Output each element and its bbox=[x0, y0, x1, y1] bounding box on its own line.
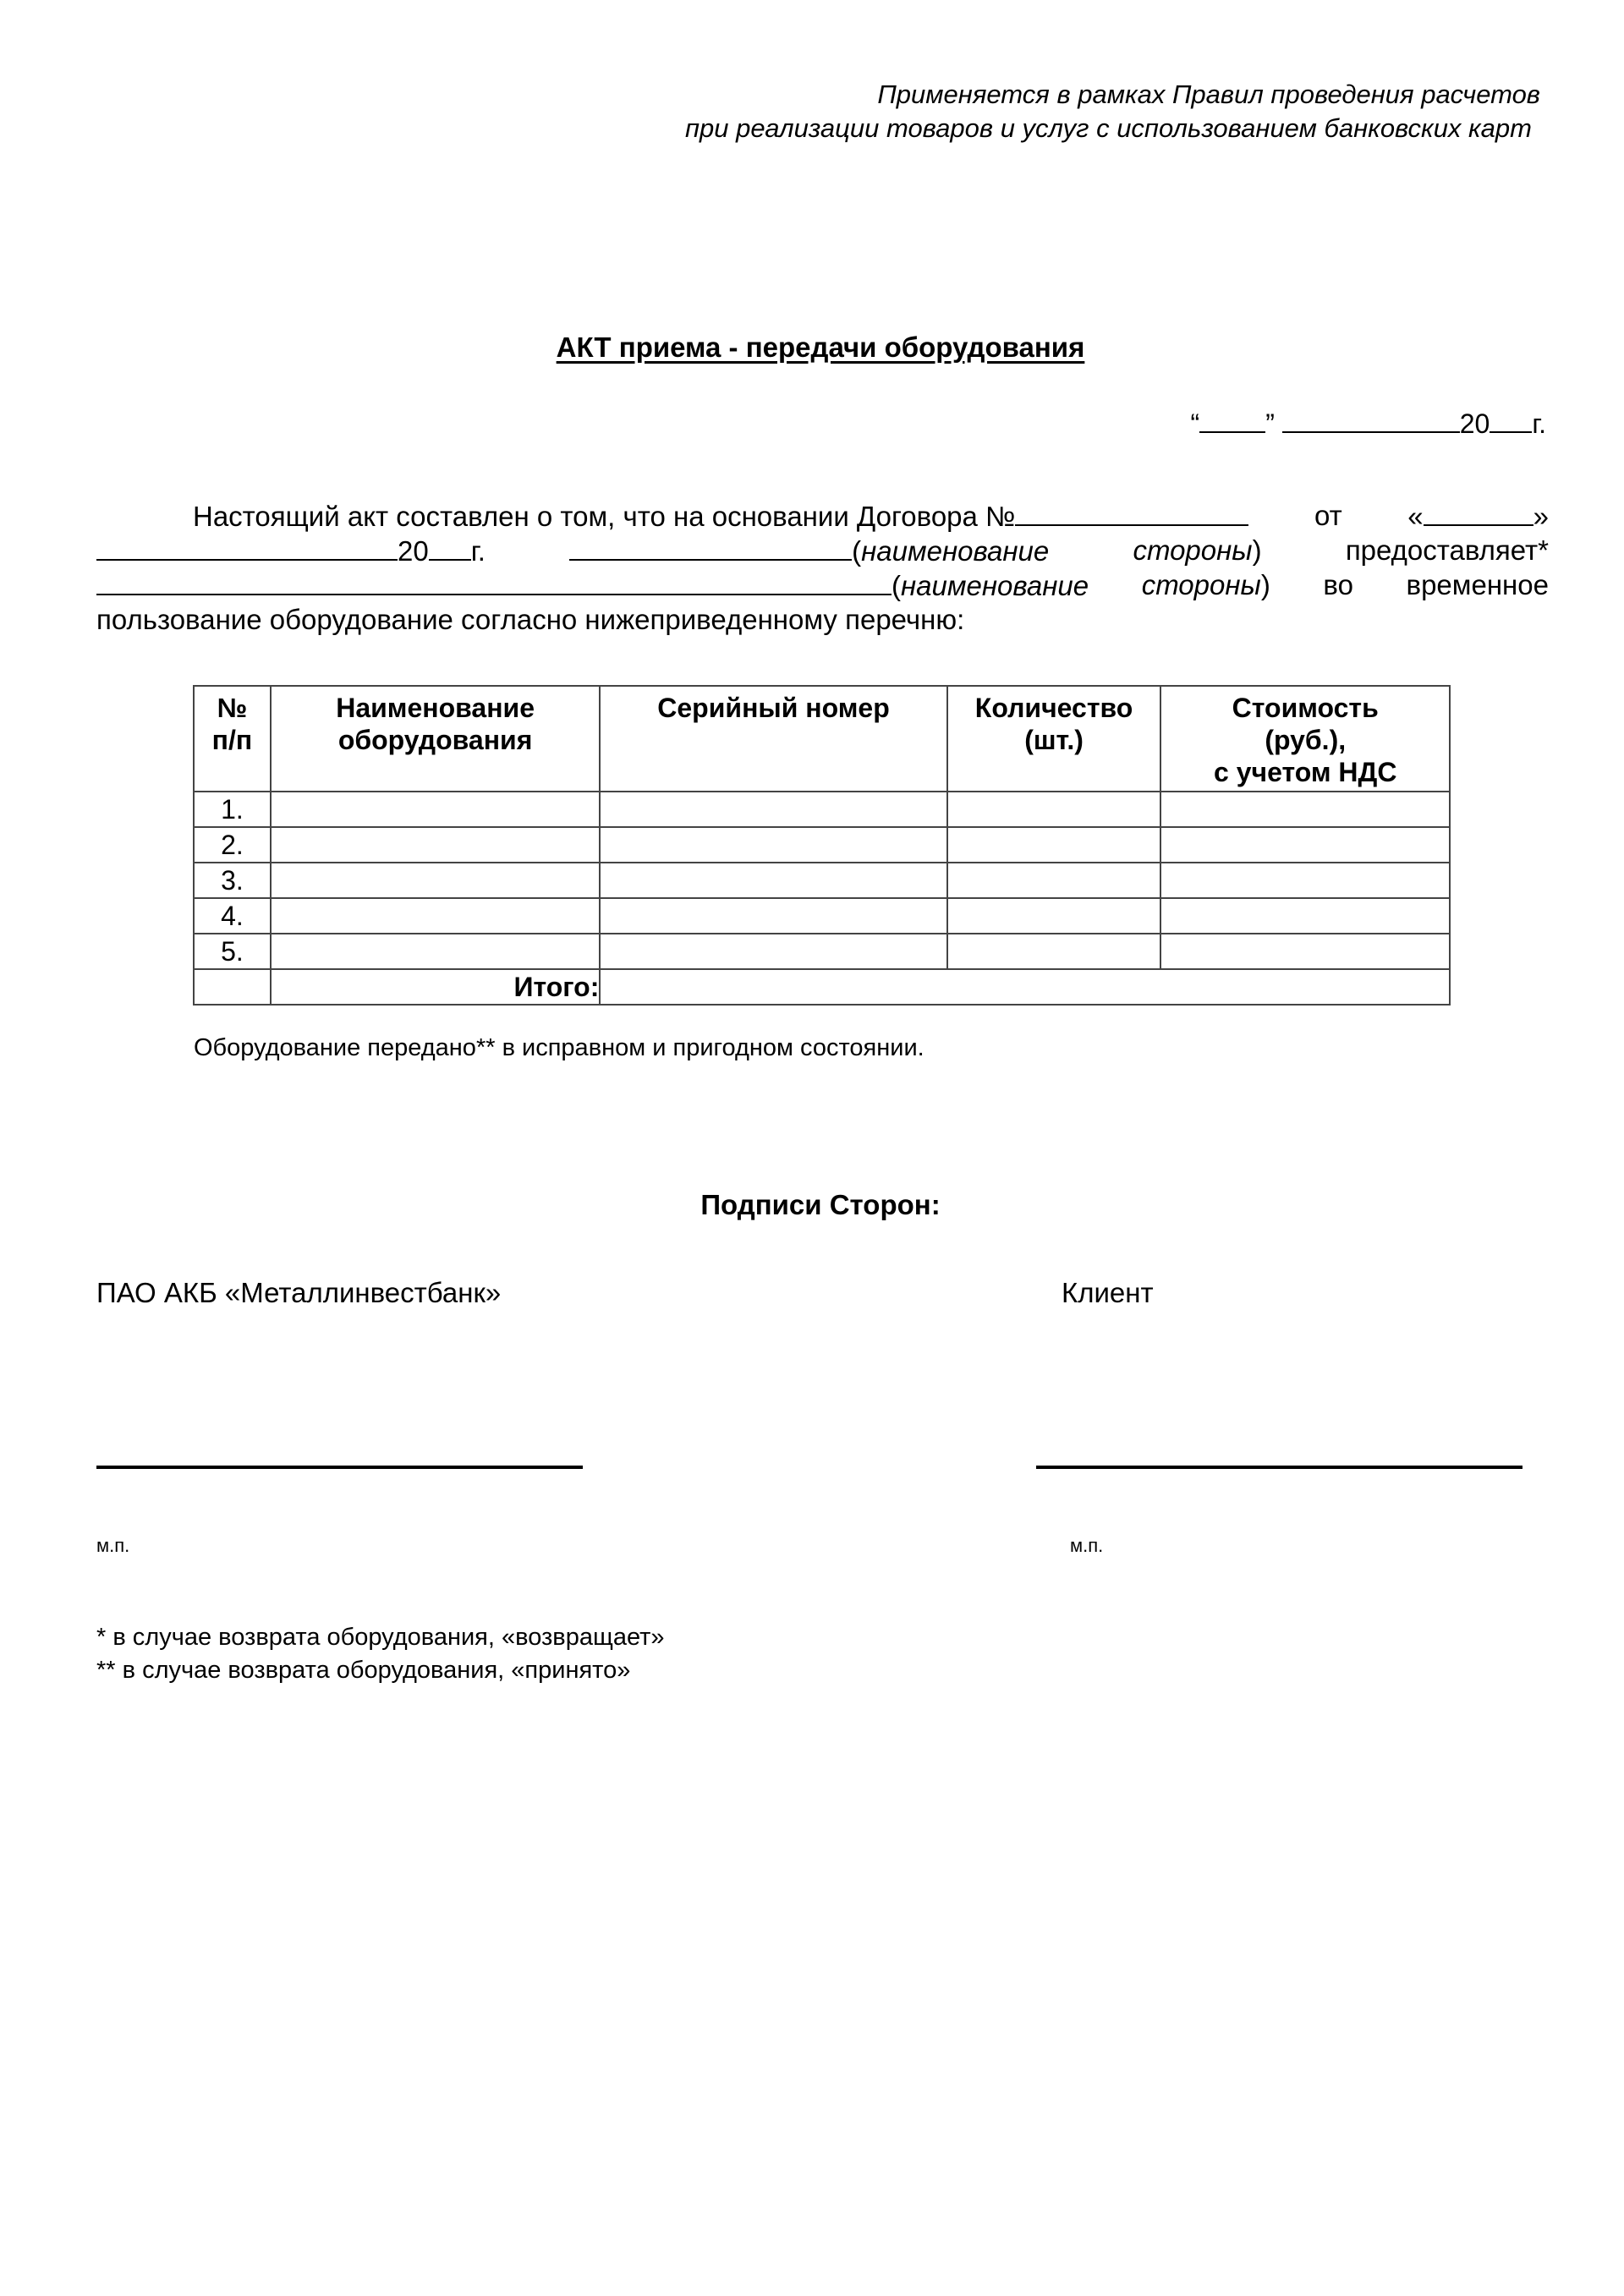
cost-cell[interactable] bbox=[1160, 863, 1450, 898]
total-value-cell[interactable] bbox=[600, 969, 1450, 1005]
condition-note: Оборудование передано** в исправном и пригодном состоянии. bbox=[194, 1034, 924, 1061]
row-number-cell: 5. bbox=[194, 934, 271, 969]
provides-word: предоставляет* bbox=[1345, 534, 1549, 566]
client-stamp-place: м.п. bbox=[1070, 1535, 1104, 1556]
row-number-cell: 4. bbox=[194, 898, 271, 934]
header-serial-number bbox=[600, 686, 946, 792]
header-note bbox=[685, 78, 1540, 145]
party-hint: стороны bbox=[1133, 534, 1253, 566]
equipment-table bbox=[193, 685, 1451, 1006]
header-note-line-2: при реализации товаров и услуг с использованием банковских карт bbox=[684, 113, 1532, 143]
row-number-cell: 1. bbox=[194, 792, 271, 827]
bank-stamp-place: м.п. bbox=[96, 1535, 130, 1556]
contract-day-field[interactable] bbox=[1424, 499, 1533, 526]
serial-number-cell[interactable] bbox=[600, 827, 946, 863]
from-label: от bbox=[1314, 500, 1342, 531]
serial-number-cell[interactable] bbox=[600, 898, 946, 934]
document-date bbox=[1191, 406, 1546, 440]
day-field[interactable] bbox=[1199, 406, 1265, 433]
equipment-name-cell[interactable] bbox=[271, 827, 601, 863]
header-cost bbox=[1160, 686, 1450, 792]
table-row bbox=[194, 792, 1450, 827]
header-text: Количество (шт.) bbox=[974, 693, 1133, 755]
cost-cell[interactable] bbox=[1160, 827, 1450, 863]
cost-cell[interactable] bbox=[1160, 934, 1450, 969]
total-row bbox=[194, 969, 1450, 1005]
paragraph-line-2: 20 г. (наименование стороны) предоставляет* bbox=[96, 534, 1549, 568]
party-hint: стороны bbox=[1141, 569, 1261, 600]
header-equipment-name bbox=[271, 686, 601, 792]
temp-word-1: во bbox=[1323, 569, 1353, 600]
bank-party-name: ПАО АКБ «Металлинвестбанк» bbox=[96, 1277, 502, 1308]
close-guillemet: » bbox=[1533, 501, 1549, 532]
year-prefix: 20 bbox=[1459, 408, 1490, 439]
cost-cell[interactable] bbox=[1160, 792, 1450, 827]
temp-word-2: временное bbox=[1406, 569, 1549, 600]
equipment-name-cell[interactable] bbox=[271, 934, 601, 969]
contract-intro-text: Настоящий акт составлен о том, что на основании Договора № bbox=[193, 501, 1016, 532]
year-suffix: г. bbox=[1532, 408, 1546, 439]
row-number-cell: 3. bbox=[194, 863, 271, 898]
header-note-line-1: Применяется в рамках Правил проведения расчетов bbox=[877, 79, 1540, 109]
table-row bbox=[194, 934, 1450, 969]
header-text: Наименование оборудования bbox=[336, 693, 535, 755]
equipment-name-cell[interactable] bbox=[271, 863, 601, 898]
receiver-party-field[interactable] bbox=[96, 568, 892, 595]
party-hint: наименование bbox=[861, 535, 1050, 567]
open-guillemet: « bbox=[1407, 501, 1424, 532]
provider-party-field[interactable] bbox=[569, 534, 852, 561]
contract-month-field[interactable] bbox=[96, 534, 398, 561]
client-signature-line[interactable] bbox=[1036, 1466, 1522, 1469]
contract-year-field[interactable] bbox=[429, 534, 471, 561]
total-label: Итого: bbox=[271, 969, 601, 1005]
client-party-name: Клиент bbox=[1062, 1277, 1154, 1308]
paragraph-line-4: пользование оборудование согласно нижеприведенному перечню: bbox=[96, 604, 965, 635]
table-row bbox=[194, 863, 1450, 898]
table-header-row bbox=[194, 686, 1450, 792]
serial-number-cell[interactable] bbox=[600, 863, 946, 898]
paragraph-line-1 bbox=[96, 499, 1549, 534]
date-open-quote: “ bbox=[1190, 408, 1200, 439]
paragraph-line-3: (наименование стороны) во временное bbox=[96, 568, 1549, 603]
quantity-cell[interactable] bbox=[947, 827, 1161, 863]
table-row bbox=[194, 898, 1450, 934]
contract-number-field[interactable] bbox=[1015, 499, 1248, 526]
header-number bbox=[194, 686, 271, 792]
month-field[interactable] bbox=[1282, 406, 1460, 433]
header-text: Серийный номер bbox=[657, 693, 890, 723]
contract-year-prefix: 20 bbox=[398, 535, 429, 567]
cost-cell[interactable] bbox=[1160, 898, 1450, 934]
bank-signature-line[interactable] bbox=[96, 1466, 583, 1469]
signatures-title: Подписи Сторон: bbox=[700, 1189, 941, 1220]
header-quantity bbox=[947, 686, 1161, 792]
intro-paragraph bbox=[96, 499, 1549, 637]
document-title: АКТ приема - передачи оборудования bbox=[556, 332, 1085, 363]
total-empty-cell bbox=[194, 969, 271, 1005]
serial-number-cell[interactable] bbox=[600, 934, 946, 969]
table-row bbox=[194, 827, 1450, 863]
quantity-cell[interactable] bbox=[947, 898, 1161, 934]
serial-number-cell[interactable] bbox=[600, 792, 946, 827]
header-text: Стоимость (руб.), с учетом НДС bbox=[1214, 693, 1397, 787]
row-number-cell: 2. bbox=[194, 827, 271, 863]
footnote-2: ** в случае возврата оборудования, «принято» bbox=[96, 1657, 631, 1684]
party-hint: наименование bbox=[901, 570, 1089, 601]
quantity-cell[interactable] bbox=[947, 863, 1161, 898]
year-field[interactable] bbox=[1490, 406, 1532, 433]
equipment-name-cell[interactable] bbox=[271, 898, 601, 934]
contract-year-suffix: г. bbox=[470, 535, 486, 567]
header-text: № п/п bbox=[211, 693, 253, 755]
date-close-quote: ” bbox=[1265, 408, 1275, 439]
quantity-cell[interactable] bbox=[947, 934, 1161, 969]
footnotes bbox=[96, 1621, 665, 1687]
quantity-cell[interactable] bbox=[947, 792, 1161, 827]
footnote-1: * в случае возврата оборудования, «возвращает» bbox=[96, 1624, 665, 1651]
equipment-name-cell[interactable] bbox=[271, 792, 601, 827]
